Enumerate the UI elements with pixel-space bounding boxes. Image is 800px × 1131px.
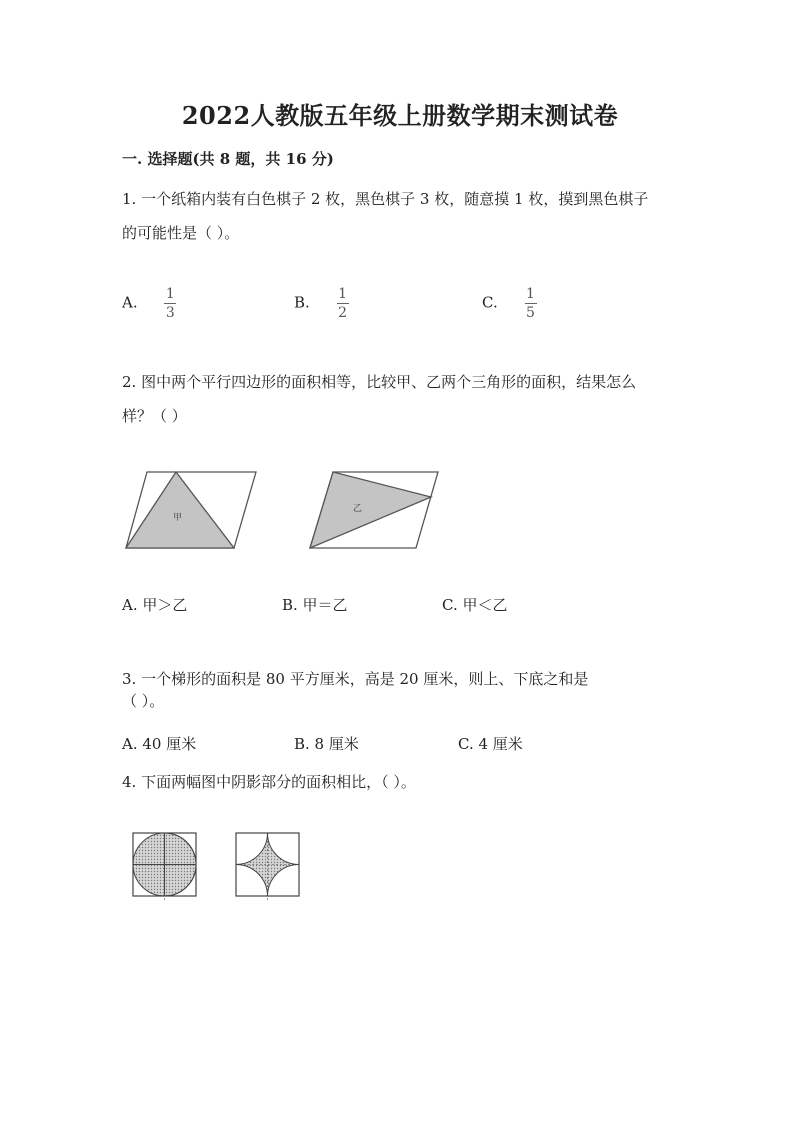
question-3-option-b[interactable]: B. 8 厘米: [294, 735, 359, 753]
fraction-numerator: 1: [338, 286, 348, 302]
question-4-line-1: 4. 下面两幅图中阴影部分的面积相比，（ ）。: [122, 773, 416, 791]
option-label: A.: [122, 293, 138, 312]
figure-label-jia: 甲: [173, 513, 183, 523]
question-2-option-a[interactable]: A. 甲＞乙: [122, 596, 188, 614]
pinwheel-figure: [133, 833, 196, 900]
fraction-denominator: 2: [338, 305, 348, 321]
question-2-line-1: 2. 图中两个平行四边形的面积相等，比较甲、乙两个三角形的面积，结果怎么: [122, 373, 637, 391]
question-3-option-a[interactable]: A. 40 厘米: [122, 735, 197, 753]
fraction-numerator: 1: [165, 286, 175, 302]
question-2-option-b[interactable]: B. 甲＝乙: [282, 596, 348, 614]
question-2-option-c[interactable]: C. 甲＜乙: [442, 596, 508, 614]
section-heading: 一. 选择题(共 8 题，共 16 分): [122, 150, 334, 168]
fraction-denominator: 5: [526, 305, 535, 321]
fraction-denominator: 3: [165, 305, 175, 321]
question-3-line-2: （ ）。: [122, 692, 165, 710]
page-title: 2022人教版五年级上册数学期末测试卷: [181, 101, 619, 130]
question-1-line-2: 的可能性是（ ）。: [122, 224, 240, 242]
question-1-line-1: 1. 一个纸箱内装有白色棋子 2 枚，黑色棋子 3 枚，随意摸 1 枚，摸到黑色棋子: [122, 190, 649, 208]
question-3-line-1: 3. 一个梯形的面积是 80 平方厘米，高是 20 厘米，则上、下底之和是: [122, 670, 589, 688]
fraction-numerator: 1: [526, 286, 535, 302]
question-3-option-c[interactable]: C. 4 厘米: [458, 735, 523, 753]
question-2-line-2: 样？（ ）: [122, 407, 187, 425]
option-label: B.: [294, 293, 310, 312]
figure-label-yi: 乙: [353, 504, 363, 514]
astroid-figure: [236, 833, 299, 900]
option-label: C.: [482, 293, 498, 312]
